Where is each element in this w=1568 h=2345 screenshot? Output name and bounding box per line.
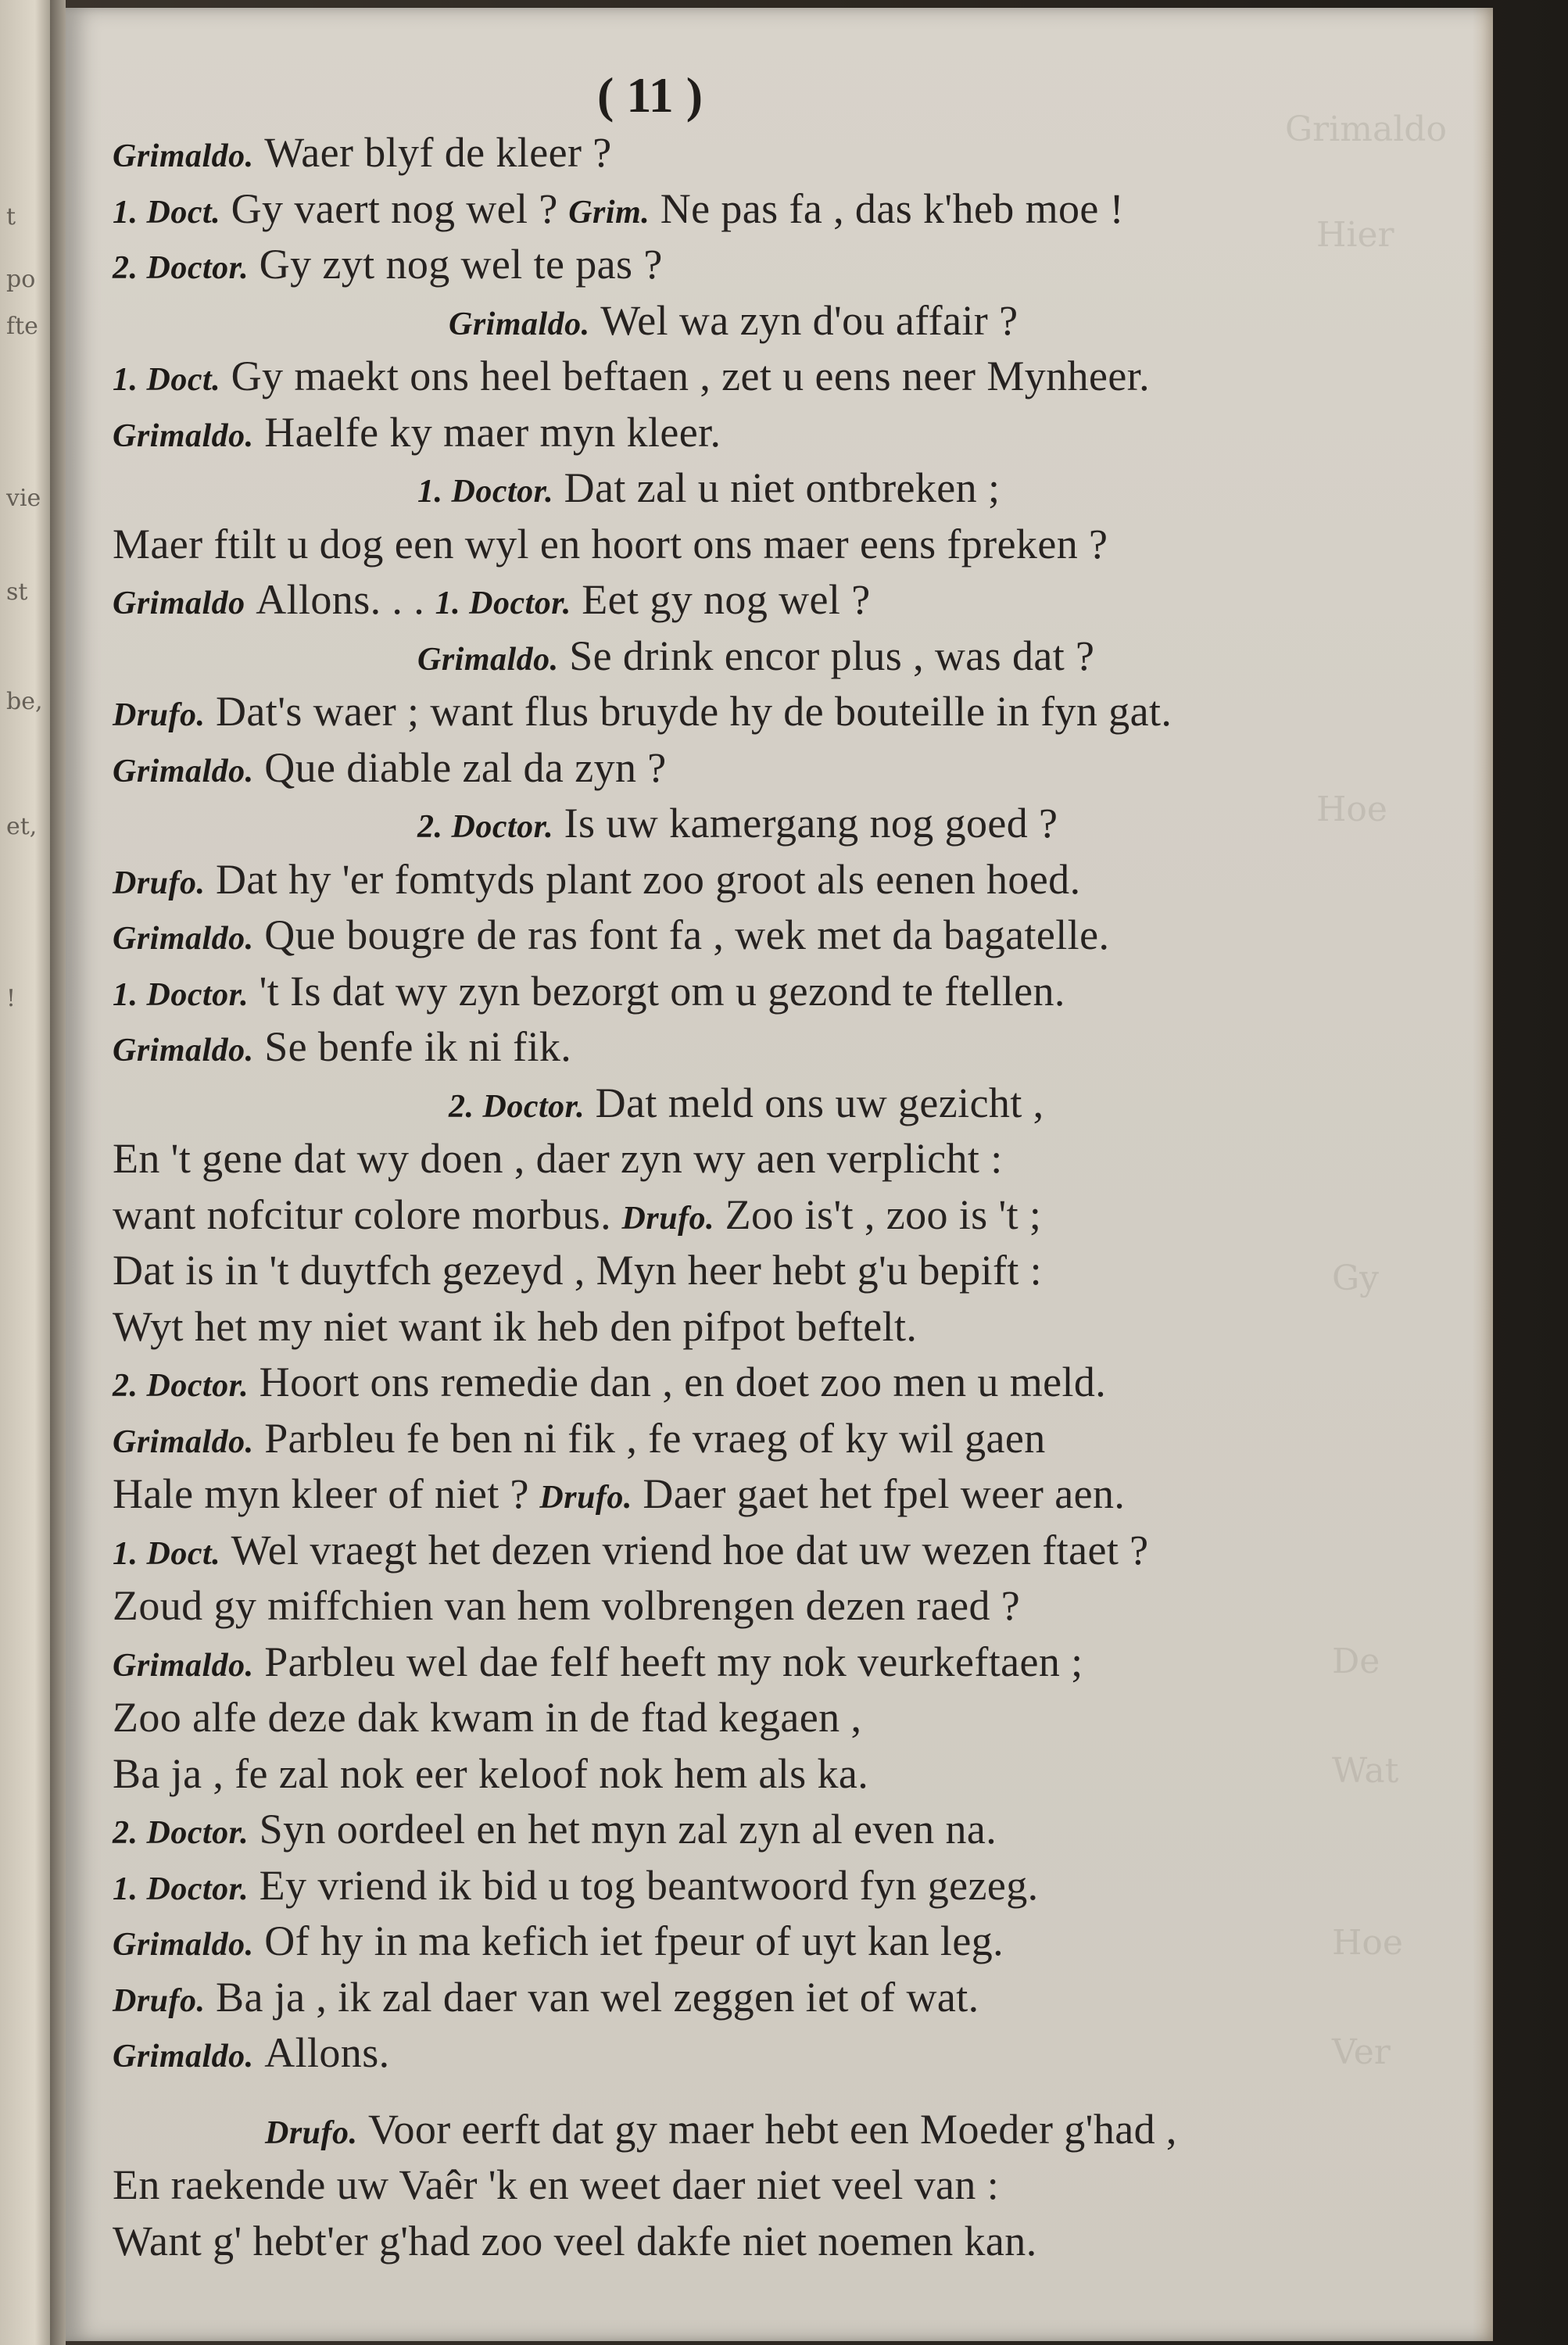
text-line [113, 852, 1441, 908]
line-text: Haelfe ky maer myn kleer. [264, 408, 721, 456]
line-text: Zoo alfe deze dak kwam in de ftad kegaen , [113, 1694, 862, 1741]
text-line [113, 1858, 1441, 1914]
speaker-name: Grimaldo. [449, 306, 590, 342]
line-text: Of hy in ma kefich iet fpeur of uyt kan leg. [264, 1917, 1004, 1964]
speaker-name: 2. Doctor. [113, 250, 249, 286]
speaker-name: Drufo. [539, 1480, 632, 1516]
speaker-name: 1. Doctor. [113, 1871, 249, 1907]
show-through-text: Grimaldo [1285, 109, 1447, 149]
speaker-name: Drufo. [113, 697, 206, 733]
line-text: Eet gy nog wel ? [582, 576, 871, 623]
margin-fragment: po [6, 266, 36, 293]
line-text: Dat hy 'er fomtyds plant zoo groot als eenen hoed. [216, 855, 1081, 903]
text-line [113, 1970, 1441, 2026]
speaker-name: 1. Doctor. [435, 585, 571, 621]
text-line [113, 349, 1441, 405]
line-text: Hoort ons remedie dan , en doet zoo men u meld. [259, 1359, 1107, 1405]
speaker-name: Drufo. [265, 2114, 358, 2151]
show-through-text: De [1332, 1642, 1380, 1681]
line-text: Wel wa zyn d'ou affair ? [600, 296, 1018, 344]
speaker-name: Grimaldo [113, 585, 245, 621]
margin-fragment: vie [6, 485, 41, 512]
show-through-text: Hier [1316, 215, 1394, 255]
margin-fragment: st [6, 578, 28, 606]
speaker-name: Grimaldo. [113, 1647, 254, 1684]
text-line [113, 2214, 1441, 2270]
speaker-name: Grimaldo. [113, 1423, 254, 1460]
line-text: Daer gaet het fpel weer aen. [643, 1470, 1126, 1517]
line-text: Parbleu fe ben ni fik , fe vraeg of ky wil gaen [264, 1414, 1046, 1462]
line-text: Dat is in 't duytfch gezeyd , Myn heer hebt g'u bepift : [113, 1247, 1043, 1294]
line-text: Zoo is't , zoo is 't ; [725, 1190, 1042, 1238]
book-page [66, 8, 1493, 2341]
left-page-edge [0, 0, 50, 2345]
text-line [113, 1523, 1441, 1579]
line-text: Waer blyf de kleer ? [264, 129, 612, 176]
text-line [113, 796, 1441, 852]
text-line [113, 181, 1441, 238]
line-text: Maer ftilt u dog een wyl en hoort ons maer eens fpreken ? [113, 520, 1108, 567]
line-text: Ey vriend ik bid u tog beantwoord fyn gezeg. [259, 1861, 1039, 1909]
line-text: Ne pas fa , das k'heb moe ! [660, 184, 1125, 232]
margin-fragment: et, [6, 813, 38, 840]
speaker-name: 1. Doctor. [417, 474, 554, 510]
page-number: ( 11 ) [597, 67, 703, 123]
line-text: Zoud gy miffchien van hem volbrengen dezen raed ? [113, 1582, 1021, 1629]
line-text: Que bougre de ras font fa , wek met da bagatelle. [264, 911, 1110, 958]
speaker-name: 2. Doctor. [417, 809, 554, 845]
speaker-name: Grimaldo. [417, 641, 559, 678]
speaker-name: 2. Doctor. [449, 1088, 585, 1125]
line-text: En 't gene dat wy doen , daer zyn wy aen verplicht : [113, 1135, 1003, 1182]
text-line [113, 293, 1441, 349]
line-text: Gy zyt nog wel te pas ? [259, 241, 663, 288]
speaker-name: Grimaldo. [113, 1927, 254, 1963]
line-text: want nofcitur colore morbus. [113, 1190, 612, 1238]
speaker-name: Drufo. [113, 1982, 206, 2019]
line-text: Allons. . . [256, 576, 425, 623]
text-line [113, 237, 1441, 293]
show-through-text: Ver [1332, 2032, 1391, 2072]
line-text: Gy maekt ons heel beftaen , zet u eens neer Mynheer. [231, 353, 1150, 399]
text-line [113, 964, 1441, 1020]
line-text: Want g' hebt'er g'had zoo veel dakfe niet noemen kan. [113, 2217, 1037, 2264]
text-line [113, 908, 1441, 964]
line-text: Ba ja , ik zal daer van wel zeggen iet of wat. [216, 1973, 979, 2021]
text-line [113, 517, 1441, 573]
book-gutter [50, 0, 66, 2345]
show-through-text: Wat [1332, 1751, 1399, 1791]
speaker-name: Grimaldo. [113, 417, 254, 454]
text-line [113, 1131, 1441, 1187]
text-line [113, 1187, 1441, 1244]
speaker-name: 1. Doct. [113, 194, 221, 231]
line-text: Syn oordeel en het myn zal zyn al even na. [259, 1806, 997, 1853]
speaker-name: Grimaldo. [113, 921, 254, 957]
line-text: Se benfe ik ni fik. [264, 1023, 572, 1070]
margin-fragment: t [6, 203, 16, 231]
line-text: Se drink encor plus , was dat ? [569, 632, 1095, 679]
text-line [113, 405, 1441, 461]
speaker-name: 2. Doctor. [113, 1368, 249, 1404]
line-text: Allons. [264, 2029, 390, 2076]
speaker-name: Grimaldo. [113, 138, 254, 174]
text-line [113, 460, 1441, 517]
line-text: Wyt het my niet want ik heb den pifpot beftelt. [113, 1302, 918, 1350]
speaker-name: Grimaldo. [113, 1033, 254, 1069]
text-line [113, 1019, 1441, 1076]
line-text: Voor eerft dat gy maer hebt een Moeder g'had , [368, 2105, 1177, 2153]
speaker-name: Grimaldo. [113, 2039, 254, 2075]
text-line [113, 125, 1441, 181]
text-line [113, 2157, 1441, 2214]
text-line [113, 628, 1441, 685]
line-text: Ba ja , fe zal nok eer keloof nok hem als ka. [113, 1749, 869, 1797]
text-line [113, 1802, 1441, 1858]
text-line [113, 1634, 1441, 1691]
dialogue-text [113, 125, 1441, 2269]
speaker-name: 1. Doct. [113, 362, 221, 398]
text-line [113, 684, 1441, 740]
text-line [113, 740, 1441, 797]
line-text: Wel vraegt het dezen vriend hoe dat uw wezen ftaet ? [231, 1526, 1149, 1573]
line-text: Gy vaert nog wel ? [231, 184, 558, 232]
line-text: Dat zal u niet ontbreken ; [564, 464, 1001, 511]
speaker-name: Grim. [568, 194, 650, 231]
text-line [113, 1746, 1441, 1803]
speaker-name: Grimaldo. [113, 753, 254, 789]
speaker-name: Drufo. [113, 865, 206, 901]
speaker-name: 2. Doctor. [113, 1815, 249, 1851]
show-through-text: Hoe [1332, 1923, 1403, 1963]
text-line [113, 1466, 1441, 1523]
speaker-name: 1. Doctor. [113, 976, 249, 1013]
text-line [113, 2025, 1441, 2082]
margin-fragment: ! [6, 985, 16, 1012]
margin-fragment: fte [6, 313, 38, 340]
text-line [113, 1299, 1441, 1355]
show-through-text: Hoe [1316, 789, 1387, 829]
show-through-text: Gy [1332, 1258, 1380, 1298]
text-line [113, 1355, 1441, 1411]
text-line [113, 1690, 1441, 1746]
text-line [113, 1243, 1441, 1299]
text-line [113, 572, 1441, 628]
speaker-name: Drufo. [621, 1200, 715, 1237]
line-text: Que diable zal da zyn ? [264, 743, 667, 791]
speaker-name: 1. Doct. [113, 1535, 221, 1572]
line-text: Is uw kamergang nog goed ? [564, 800, 1058, 847]
line-text: Parbleu wel dae felf heeft my nok veurkeftaen ; [264, 1638, 1083, 1685]
line-text: 't Is dat wy zyn bezorgt om u gezond te ftellen. [259, 967, 1065, 1015]
text-line [113, 1578, 1441, 1634]
line-text: Dat meld ons uw gezicht , [595, 1079, 1044, 1126]
line-text: Dat's waer ; want flus bruyde hy de bouteille in fyn gat. [216, 688, 1172, 735]
line-text: En raekende uw Vaêr 'k en weet daer niet veel van : [113, 2161, 1000, 2208]
text-line [113, 1914, 1441, 1970]
text-line [113, 1411, 1441, 1467]
text-line [113, 2102, 1441, 2158]
text-line [113, 1076, 1441, 1132]
line-text: Hale myn kleer of niet ? [113, 1470, 529, 1517]
margin-fragment: be, [6, 688, 43, 715]
